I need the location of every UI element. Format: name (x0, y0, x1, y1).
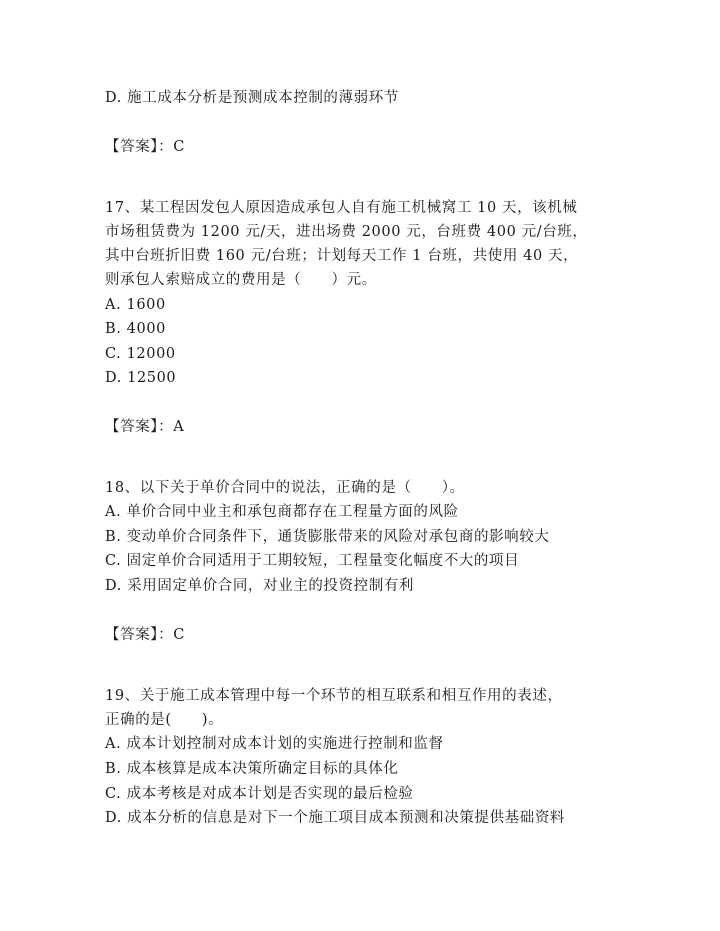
prev-option-d: D. 施工成本分析是预测成本控制的薄弱环节 (105, 90, 399, 106)
q17-stem-line-3: 其中台班折旧费 160 元/台班；计划每天工作 1 台班，共使用 40 天， (105, 248, 579, 264)
q19-option-d: D. 成本分析的信息是对下一个施工项目成本预测和决策提供基础资料 (105, 810, 566, 826)
q17-answer: 【答案】：A (105, 419, 185, 435)
q17-stem-line-4: 则承包人索赔成立的费用是（ ）元。 (105, 272, 377, 288)
prev-answer: 【答案】：C (105, 139, 185, 155)
q17-option-d: D. 12500 (105, 370, 177, 386)
q18-option-a: A. 单价合同中业主和承包商都存在工程量方面的风险 (105, 504, 459, 520)
q19-stem-line-1: 19、关于施工成本管理中每一个环节的相互联系和相互作用的表述， (105, 688, 563, 704)
q18-answer: 【答案】：C (105, 627, 185, 643)
q18-option-b: B. 变动单价合同条件下，通货膨胀带来的风险对承包商的影响较大 (105, 529, 550, 545)
q19-stem-line-2: 正确的是( )。 (105, 712, 224, 728)
q17-option-c: C. 12000 (105, 346, 176, 362)
q19-option-c: C. 成本考核是对成本计划是否实现的最后检验 (105, 786, 414, 802)
q17-option-a: A. 1600 (105, 297, 166, 313)
q18-stem-line-1: 18、以下关于单价合同中的说法，正确的是（ ）。 (105, 480, 465, 496)
q19-option-a: A. 成本计划控制对成本计划的实施进行控制和监督 (105, 736, 444, 752)
q17-stem-line-1: 17、某工程因发包人原因造成承包人自有施工机械窝工 10 天，该机械 (105, 200, 578, 216)
q17-option-b: B. 4000 (105, 321, 166, 337)
q18-option-d: D. 采用固定单价合同，对业主的投资控制有利 (105, 578, 415, 594)
q19-option-b: B. 成本核算是成本决策所确定目标的具体化 (105, 761, 399, 777)
q18-option-c: C. 固定单价合同适用于工期较短，工程量变化幅度不大的项目 (105, 553, 520, 569)
q17-stem-line-2: 市场租赁费为 1200 元/天，进出场费 2000 元，台班费 400 元/台班， (105, 224, 588, 240)
